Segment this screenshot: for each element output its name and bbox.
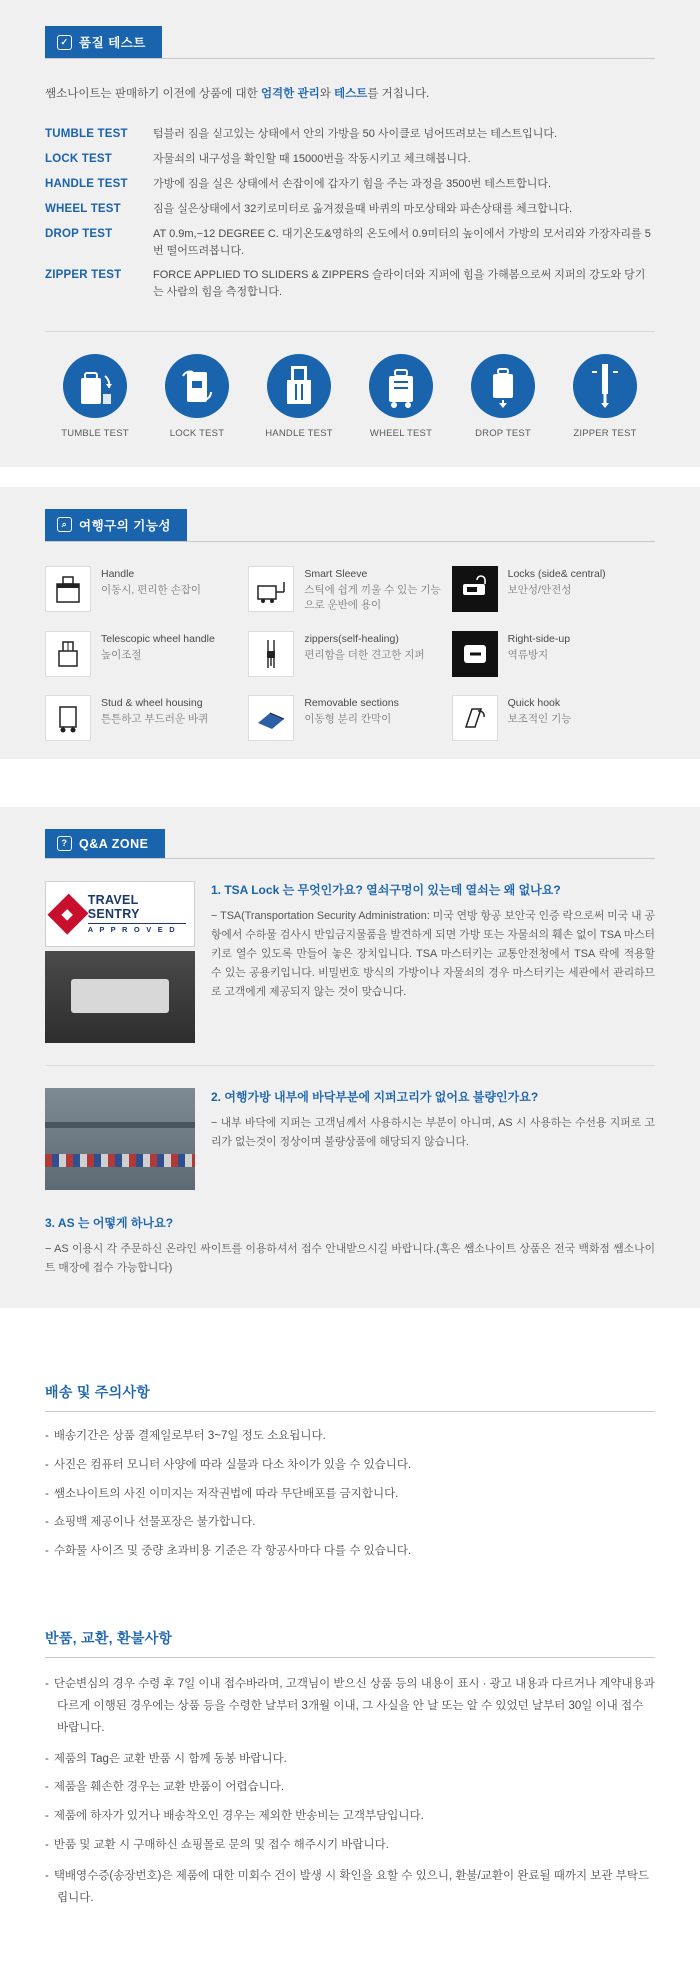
quick-hook-icon [452,695,498,741]
feature-item [248,631,451,695]
features-grid [45,566,655,759]
features-title: 여행구의 기능성 [79,518,171,533]
bullet: - [45,1487,49,1500]
table-row [45,123,655,148]
quality-test-table [45,123,655,304]
feature-title: zippers(self-healing) [304,633,399,646]
qa-title: Q&A ZONE [79,836,149,851]
test-name: ZIPPER TEST [45,268,122,281]
feature-item [452,566,655,631]
table-row [45,223,655,264]
list-item [45,1866,655,1921]
feature-desc: 튼튼하고 부드러운 바퀴 [101,713,209,726]
tumble-test-icon [63,354,127,418]
shipping-list [45,1428,655,1572]
heading-divider [45,541,655,542]
list-item-text: 사진은 컴퓨터 모니터 사양에 따라 실물과 다소 차이가 있을 수 있습니다. [53,1458,412,1471]
tsa-mark: ◆ [62,905,74,922]
bullet: - [45,1430,49,1443]
lock-test-icon [165,354,229,418]
strap-line [45,1154,195,1167]
person-question-icon: ? [57,836,72,851]
features-heading [45,509,187,541]
feature-desc: 보안성/안전성 [507,583,572,596]
list-item [45,1808,655,1837]
list-item [45,1428,655,1457]
feature-item [452,695,655,759]
bullet: - [45,1810,49,1823]
icon-caption: HANDLE TEST [265,427,333,439]
page-bottom-padding [0,1921,700,1967]
table-row [45,264,655,305]
shipping-title: 배송 및 주의사항 [45,1348,655,1412]
quality-test-title: 품질 테스트 [79,36,146,50]
table-row [45,173,655,198]
interior-photo [45,1088,195,1190]
test-desc: 짐을 실은상태에서 32키로미터로 옮겨졌을때 바퀴의 마모상태와 파손상태를 체크합니다. [153,202,573,215]
intro-bold-1: 엄격한 관리 [260,88,320,100]
test-name: DROP TEST [45,227,113,240]
list-item [45,1779,655,1808]
icon-cell-handle [249,354,349,439]
removable-sections-icon [248,695,294,741]
heading-divider [45,858,655,859]
icon-caption: DROP TEST [475,427,531,439]
bullet: - [45,1839,49,1852]
zipper-line [45,1122,195,1128]
qa-answer: − TSA(Transportation Security Administration: 미국 연방 항공 보안국 인증 락으로써 미국 내 공항에서 수하물 검사시 반입금지물품을 발견하게 되면 가방 또는 자물쇠의 훼손 없이 TSA 마스터키로 열수 있도록 만들어 놓은 장치입니다. TSA 마스터키는 교통안전청에서 TSA 락에 적용할 수 있는 공용키입니다. 비밀번호 방식의 가방이나 자물쇠의 경우 마스터키는 세관에서 관리하므로 고객에게 제공되지 않는 것이 맞습니다. [211,910,655,998]
feature-item [248,695,451,759]
features-section [0,487,700,759]
list-item-text: 수화물 사이즈 및 중량 초과비용 기준은 각 항공사마다 다를 수 있습니다. [53,1545,412,1558]
right-side-up-icon [452,631,498,677]
intro-bold-2: 테스트 [334,88,368,100]
icon-cell-lock [147,354,247,439]
table-row [45,198,655,223]
qa-section [0,807,700,1308]
drop-test-icon [471,354,535,418]
feature-item [452,631,655,695]
feature-item [45,695,248,759]
feature-desc: 높이조절 [101,649,142,662]
feature-title: Smart Sleeve [304,567,368,580]
icon-caption: LOCK TEST [169,427,225,439]
checklist-icon: ✓ [57,35,72,50]
qa-answer: − AS 이용시 각 주문하신 온라인 싸이트를 이용하셔서 접수 안내받으시길 바랍니다.(혹은 쌤소나이트 상품은 전국 백화점 쌤소나이트 매장에 접수 가능합니다) [45,1243,655,1275]
test-name: TUMBLE TEST [45,128,128,141]
returns-list [45,1674,655,1920]
feature-desc: 이동시, 편리한 손잡이 [101,583,202,596]
section-gap [0,1308,700,1348]
bullet: - [45,1752,49,1765]
list-item-text: 택배영수증(송장번호)은 제품에 대한 미회수 건이 발생 시 확인을 요할 수 있으니, 환불/교환이 완료될 때까지 보관 부탁드립니다. [53,1869,650,1904]
handle-test-icon [267,354,331,418]
magnifier-icon: ⌕ [57,517,72,532]
test-desc: 자물쇠의 내구성을 확인할 때 15000번을 작동시키고 체크해봅니다. [153,153,471,166]
list-item-text: 배송기간은 상품 결제일로부터 3~7일 정도 소요됩니다. [53,1430,326,1443]
locks-icon [452,566,498,612]
heading-divider [45,58,655,59]
list-item [45,1486,655,1515]
list-item [45,1457,655,1486]
icon-cell-tumble [45,354,145,439]
feature-title: Quick hook [507,697,561,710]
feature-title: Telescopic wheel handle [101,633,215,646]
feature-desc: 역류방지 [507,649,549,662]
qa-answer: − 내부 바닥에 지퍼는 고객님께서 사용하시는 부분이 아니며, AS 시 사용하는 수선용 지퍼로 고리가 없는것이 정상이며 불량상품에 해당되지 않습니다. [211,1117,655,1149]
icon-cell-drop [453,354,553,439]
tsa-approved-logo [45,881,195,947]
qa-question: 1. TSA Lock 는 무엇인가요? 열쇠구멍이 있는데 열쇠는 왜 없나요? [211,883,561,898]
test-name: WHEEL TEST [45,202,121,215]
list-item [45,1751,655,1780]
list-item-text: 제품을 훼손한 경우는 교환 반품이 어렵습니다. [53,1781,285,1794]
shipping-notice-section [0,1348,700,1572]
tsa-photo [45,881,195,1043]
returns-title: 반품, 교환, 환불사항 [45,1594,655,1658]
smart-sleeve-icon [248,566,294,612]
qa-item-1 [45,881,655,1043]
qa-item-3 [45,1214,655,1308]
section-gap [0,787,700,807]
qa-heading [45,829,165,858]
list-item-text: 단순변심의 경우 수령 후 7일 이내 접수바라며, 고객님이 받으신 상품 등의 내용이 표시 · 광고 내용과 다르거나 계약내용과 다르게 이행된 경우에는 상품 등을 수령한 날부터 3개월 이내, 그 사실을 안 날 또는 알 수 있었던 날부터 30일 이내 접수 바랍니다. [53,1678,655,1734]
section-gap [0,1572,700,1594]
bullet: - [45,1678,49,1691]
list-item-text: 제품에 하자가 있거나 배송착오인 경우는 제외한 반송비는 고객부담입니다. [53,1810,424,1823]
list-item [45,1514,655,1543]
test-desc: 가방에 짐을 실은 상태에서 손잡이에 갑자기 힘을 주는 과정을 3500번 테스트합니다. [153,178,552,191]
quality-test-section [0,0,700,467]
tsa-diamond-icon [47,894,88,935]
feature-desc: 보조적인 기능 [507,713,572,726]
quality-test-heading [45,26,162,58]
bullet: - [45,1458,49,1471]
intro-pre: 쌤소나이트는 판매하기 이전에 상품에 대한 [45,88,261,100]
icon-caption: WHEEL TEST [369,427,433,439]
section-gap [0,467,700,487]
quality-intro [45,85,655,103]
feature-title: Locks (side& central) [507,567,606,580]
wheel-housing-icon [45,695,91,741]
qa-question: 2. 여행가방 내부에 바닥부분에 지퍼고리가 없어요 불량인가요? [211,1090,539,1105]
icon-cell-zipper [555,354,655,439]
tsa-lock-photo [45,951,195,1043]
icon-caption: TUMBLE TEST [61,427,129,439]
list-item-text: 쇼핑백 제공이나 선물포장은 불가합니다. [53,1516,256,1529]
telescopic-handle-icon [45,631,91,677]
bullet: - [45,1516,49,1529]
feature-item [45,566,248,631]
bullet: - [45,1545,49,1558]
icon-cell-wheel [351,354,451,439]
list-item [45,1674,655,1751]
list-item [45,1543,655,1572]
feature-item [248,566,451,631]
test-desc: FORCE APPLIED TO SLIDERS & ZIPPERS 슬라이더와 지퍼에 힘을 가해봄으로써 지퍼의 강도와 당기는 사람의 힘을 측정합니다. [153,268,646,298]
zipper-icon [248,631,294,677]
list-item-text: 제품의 Tag은 교환 반품 시 함께 동봉 바랍니다. [53,1752,287,1765]
qa-divider [45,1065,655,1066]
returns-notice-section [0,1594,700,1920]
feature-item [45,631,248,695]
feature-desc: 스틱에 쉽게 끼울 수 있는 기능으로 운반에 용이 [304,583,441,612]
list-item-text: 반품 및 교환 시 구매하신 쇼핑몰로 문의 및 접수 해주시기 바랍니다. [53,1839,389,1852]
intro-post: 를 거칩니다. [367,88,430,100]
tsa-subtitle: A P P R O V E D [88,923,186,934]
zipper-test-icon [573,354,637,418]
feature-title: Handle [101,567,135,580]
test-name: HANDLE TEST [45,178,128,191]
tsa-title: TRAVEL SENTRY [87,892,140,921]
feature-desc: 이동형 분리 칸막이 [304,713,392,726]
test-desc: 텀블러 짐을 싣고있는 상태에서 안의 가방을 50 사이클로 넘어뜨려보는 테스트입니다. [153,128,558,141]
test-name: LOCK TEST [45,153,112,166]
qa-item-2 [45,1088,655,1190]
bag-interior-image [45,1088,195,1190]
feature-title: Stud & wheel housing [101,697,203,710]
handle-icon [45,566,91,612]
intro-mid: 와 [319,88,334,100]
qa-question: 3. AS 는 어떻게 하나요? [45,1216,174,1231]
feature-desc: 편리함을 더한 견고한 지퍼 [304,649,425,662]
quality-icon-row [45,331,655,439]
bullet: - [45,1781,49,1794]
test-desc: AT 0.9m,−12 DEGREE C. 대기온도&영하의 온도에서 0.9미터의 높이에서 가방의 모서리와 가장자리를 5번 떨어뜨려봅니다. [153,227,651,257]
feature-title: Right-side-up [507,633,571,646]
list-item-text: 쌤소나이트의 사진 이미지는 저작권법에 따라 무단배포를 금지합니다. [53,1487,399,1500]
feature-title: Removable sections [304,697,399,710]
wheel-test-icon [369,354,433,418]
table-row [45,148,655,173]
bullet: - [45,1869,49,1882]
icon-caption: ZIPPER TEST [573,427,637,439]
list-item [45,1837,655,1866]
